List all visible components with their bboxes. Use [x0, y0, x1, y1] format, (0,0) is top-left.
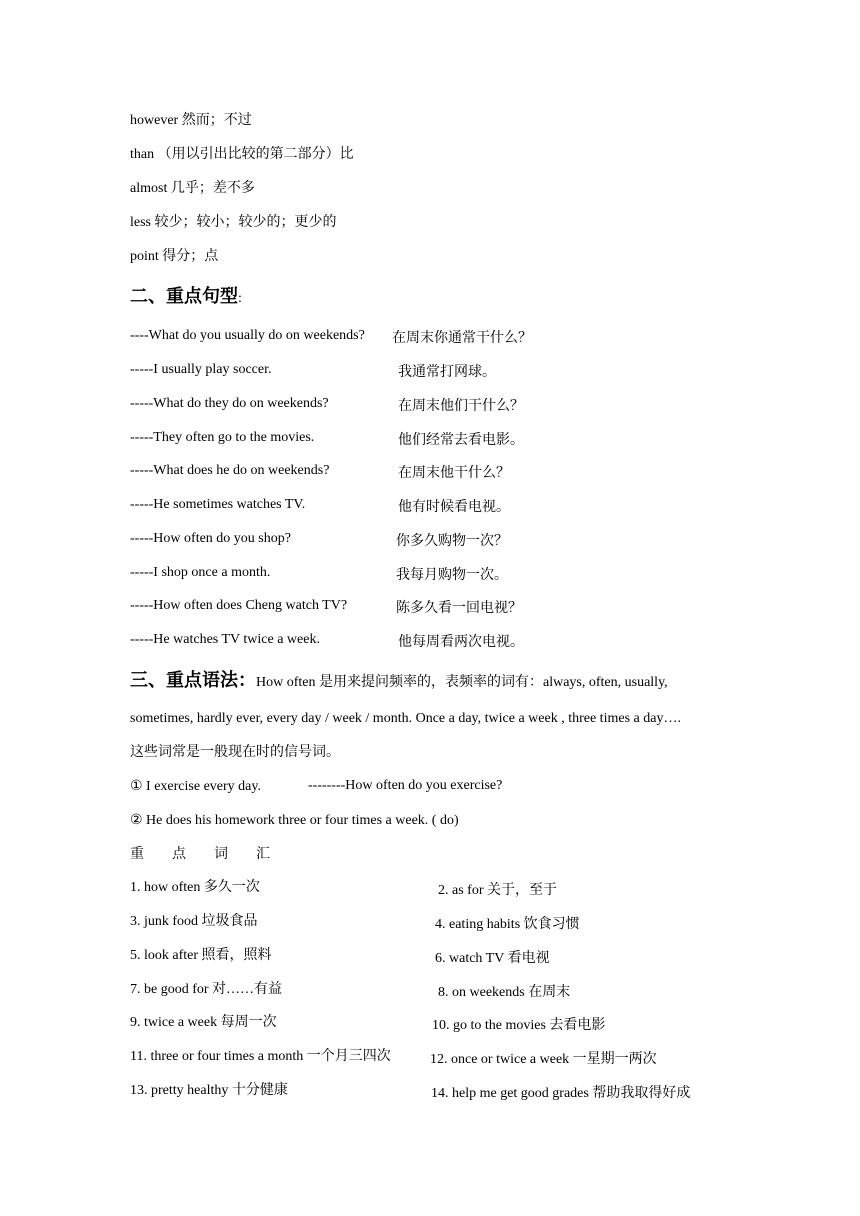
- sentence-zh: 在周末你通常干什么？: [392, 331, 532, 346]
- example-1-question: --------How often do you exercise?: [308, 778, 503, 793]
- section-title: 三、重点语法：: [130, 670, 256, 690]
- sentence-en: -----They often go to the movies.: [130, 430, 315, 445]
- grammar-text: How often 是用来提问频率的，表频率的词有：always, often, usually,: [256, 675, 668, 690]
- sentence-zh: 我通常打网球。: [398, 365, 496, 380]
- sentence-en: -----I usually play soccer.: [130, 362, 272, 377]
- sentence-zh: 你多久购物一次？: [396, 534, 508, 549]
- phrase-item: 2. as for 关于，至于: [438, 883, 557, 898]
- sentence-en: -----How often do you shop?: [130, 531, 291, 546]
- section-heading-grammar: [130, 668, 668, 695]
- sentence-zh: 他们经常去看电影。: [398, 433, 524, 448]
- phrase-item: 13. pretty healthy 十分健康: [130, 1083, 288, 1098]
- title-char: 重: [130, 847, 144, 862]
- grammar-text-line3: 这些词常是一般现在时的信号词。: [130, 745, 340, 760]
- phrase-item: 5. look after 照看，照料: [130, 948, 272, 963]
- phrase-item: 4. eating habits 饮食习惯: [435, 917, 580, 932]
- vocab-line-less: less 较少；较小；较少的；更少的: [130, 215, 337, 230]
- sentence-zh: 他有时候看电视。: [398, 500, 510, 515]
- phrase-item: 3. junk food 垃圾食品: [130, 914, 258, 929]
- sentence-en: -----What do they do on weekends?: [130, 396, 329, 411]
- sentence-en: -----He watches TV twice a week.: [130, 632, 320, 647]
- vocab-line-however: however 然而；不过: [130, 113, 252, 128]
- title-char: 点: [172, 847, 186, 862]
- sentence-en: -----I shop once a month.: [130, 565, 271, 580]
- section-heading-key-sentences: [130, 284, 242, 311]
- sentence-en: -----How often does Cheng watch TV?: [130, 598, 348, 613]
- phrase-item: 10. go to the movies 去看电影: [432, 1018, 606, 1033]
- grammar-text-line2: sometimes, hardly ever, every day / week / month. Once a day, twice a week , three times a day….: [130, 711, 681, 726]
- section-title: 二、重点句型: [130, 286, 238, 306]
- sentence-zh: 在周末他们干什么？: [398, 399, 524, 414]
- example-2: ② He does his homework three or four times a week. ( do): [130, 813, 459, 828]
- sentence-zh: 我每月购物一次。: [396, 568, 508, 583]
- phrase-item: 7. be good for 对……有益: [130, 982, 283, 997]
- vocab-line-point: point 得分；点: [130, 249, 219, 264]
- phrase-item: 14. help me get good grades 帮助我取得好成: [431, 1086, 691, 1101]
- example-1: ① I exercise every day.: [130, 779, 261, 794]
- vocab-section-title: [130, 846, 298, 864]
- vocab-line-than: than （用以引出比较的第二部分）比: [130, 147, 354, 162]
- sentence-zh: 他每周看两次电视。: [398, 635, 524, 650]
- phrase-item: 6. watch TV 看电视: [435, 951, 550, 966]
- section-title-colon: :: [238, 291, 242, 306]
- sentence-zh: 在周末他干什么？: [398, 466, 510, 481]
- phrase-item: 9. twice a week 每周一次: [130, 1015, 277, 1030]
- sentence-zh: 陈多久看一回电视？: [396, 601, 522, 616]
- phrase-item: 1. how often 多久一次: [130, 880, 260, 895]
- sentence-en: ----What do you usually do on weekends?: [130, 328, 365, 343]
- phrase-item: 11. three or four times a month 一个月三四次: [130, 1049, 391, 1064]
- title-char: 词: [214, 847, 228, 862]
- sentence-en: -----What does he do on weekends?: [130, 463, 330, 478]
- phrase-item: 12. once or twice a week 一星期一两次: [430, 1052, 657, 1067]
- title-char: 汇: [256, 847, 270, 862]
- phrase-item: 8. on weekends 在周末: [438, 985, 571, 1000]
- sentence-en: -----He sometimes watches TV.: [130, 497, 306, 512]
- vocab-line-almost: almost 几乎；差不多: [130, 181, 255, 196]
